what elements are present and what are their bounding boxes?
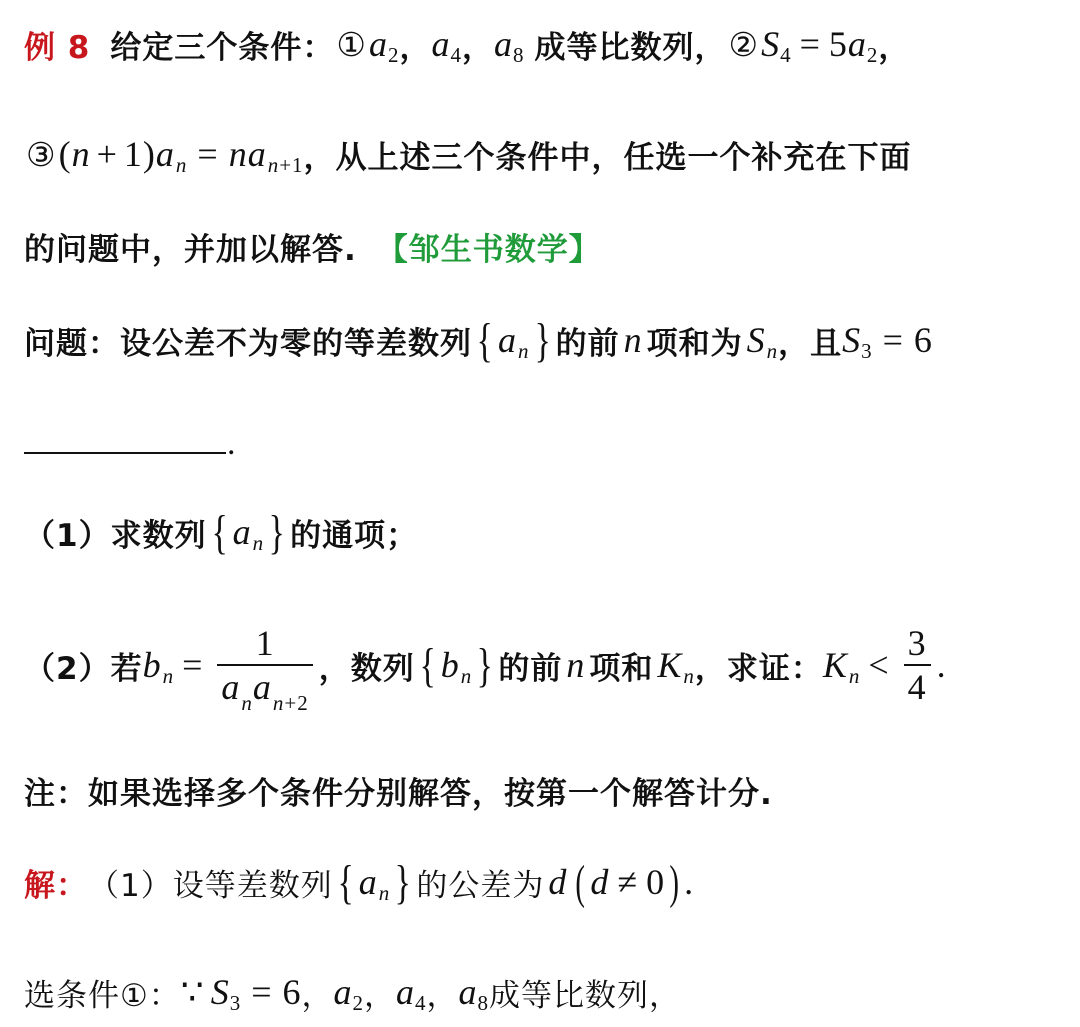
question-mid: 的前 bbox=[555, 325, 620, 362]
part-1-lead: （1）求数列 bbox=[24, 517, 207, 554]
intro-text: 给定三个条件： bbox=[110, 29, 335, 66]
question-line: 问题：设公差不为零的等差数列 { a n } 的前 n 项和为 S n ，且 S 3 = 6 bbox=[24, 313, 933, 367]
choose-lead: 选条件①： bbox=[24, 977, 181, 1014]
part-1-line: （1）求数列 { a n } 的通项； bbox=[24, 505, 419, 559]
part-2-mid3: 项和 bbox=[589, 650, 654, 687]
note-line bbox=[24, 760, 773, 820]
fill-in-blank bbox=[24, 452, 226, 454]
condition-2-marker: ② bbox=[728, 24, 760, 64]
choose-tail: 成等比数列， bbox=[489, 977, 682, 1014]
blank-period: . bbox=[227, 425, 236, 462]
three-quarters-fraction: $\frac{3}{4}$ bbox=[904, 622, 931, 708]
part-2-mid2: 的前 bbox=[498, 650, 563, 687]
condition-3-marker: ③ bbox=[26, 134, 57, 174]
solution-label: 解： bbox=[24, 867, 88, 904]
example-label: 例 8 bbox=[24, 29, 91, 66]
instruction-line bbox=[24, 216, 601, 276]
part-2-line: （2）若 b n = $\frac{1}{a_na_{n+2}}$ ，数列 { b n } 的前 n 项和 K n ，求证： K n < $\frac{3}{4}$ . bbox=[24, 623, 947, 715]
condition-1-text: 成等比数列， bbox=[534, 29, 727, 66]
instruction-text: 的问题中，并加以解答. bbox=[24, 231, 357, 268]
solution-mid: 的公差为 bbox=[416, 867, 545, 904]
note-text: 注：如果选择多个条件分别解答，按第一个解答计分. bbox=[24, 775, 773, 812]
condition-1-marker: ① bbox=[336, 24, 367, 64]
solution-line: 解： （1）设等差数列 { a n } 的公差为 d ( d ≠ 0 ) . bbox=[24, 855, 695, 909]
condition-line: 例 8 给定三个条件： ① a 2 ， a 4 ， a 8 成等比数列， ② S 4 = 5 a 2 ， bbox=[24, 14, 910, 74]
because-symbol: ∵ bbox=[180, 972, 205, 1012]
question-mid2: 项和为 bbox=[646, 325, 743, 362]
part-2-prove: ，求证： bbox=[694, 650, 823, 687]
question-and: ，且 bbox=[778, 325, 843, 362]
b-n-fraction: $\frac{1}{a_na_{n+2}}$ bbox=[217, 622, 312, 708]
brand-watermark: 【邹生书数学】 bbox=[376, 231, 601, 268]
part-2-lead: （2）若 bbox=[24, 650, 143, 687]
choose-condition-line: 选条件①： ∵ S 3 = 6 ， a 2 ， a 4 ， a 8 成等比数列， bbox=[24, 962, 681, 1022]
condition-3-line: ③ ( n + 1) a n = na n +1 ，从上述三个条件中，任选一个补充在下面 bbox=[24, 124, 912, 184]
part-1-tail: 的通项； bbox=[290, 517, 419, 554]
condition-3-tail: ，从上述三个条件中，任选一个补充在下面 bbox=[303, 139, 912, 176]
question-lead: 问题：设公差不为零的等差数列 bbox=[24, 325, 472, 362]
part-2-mid: ，数列 bbox=[318, 650, 415, 687]
solution-text: （1）设等差数列 bbox=[88, 867, 333, 904]
